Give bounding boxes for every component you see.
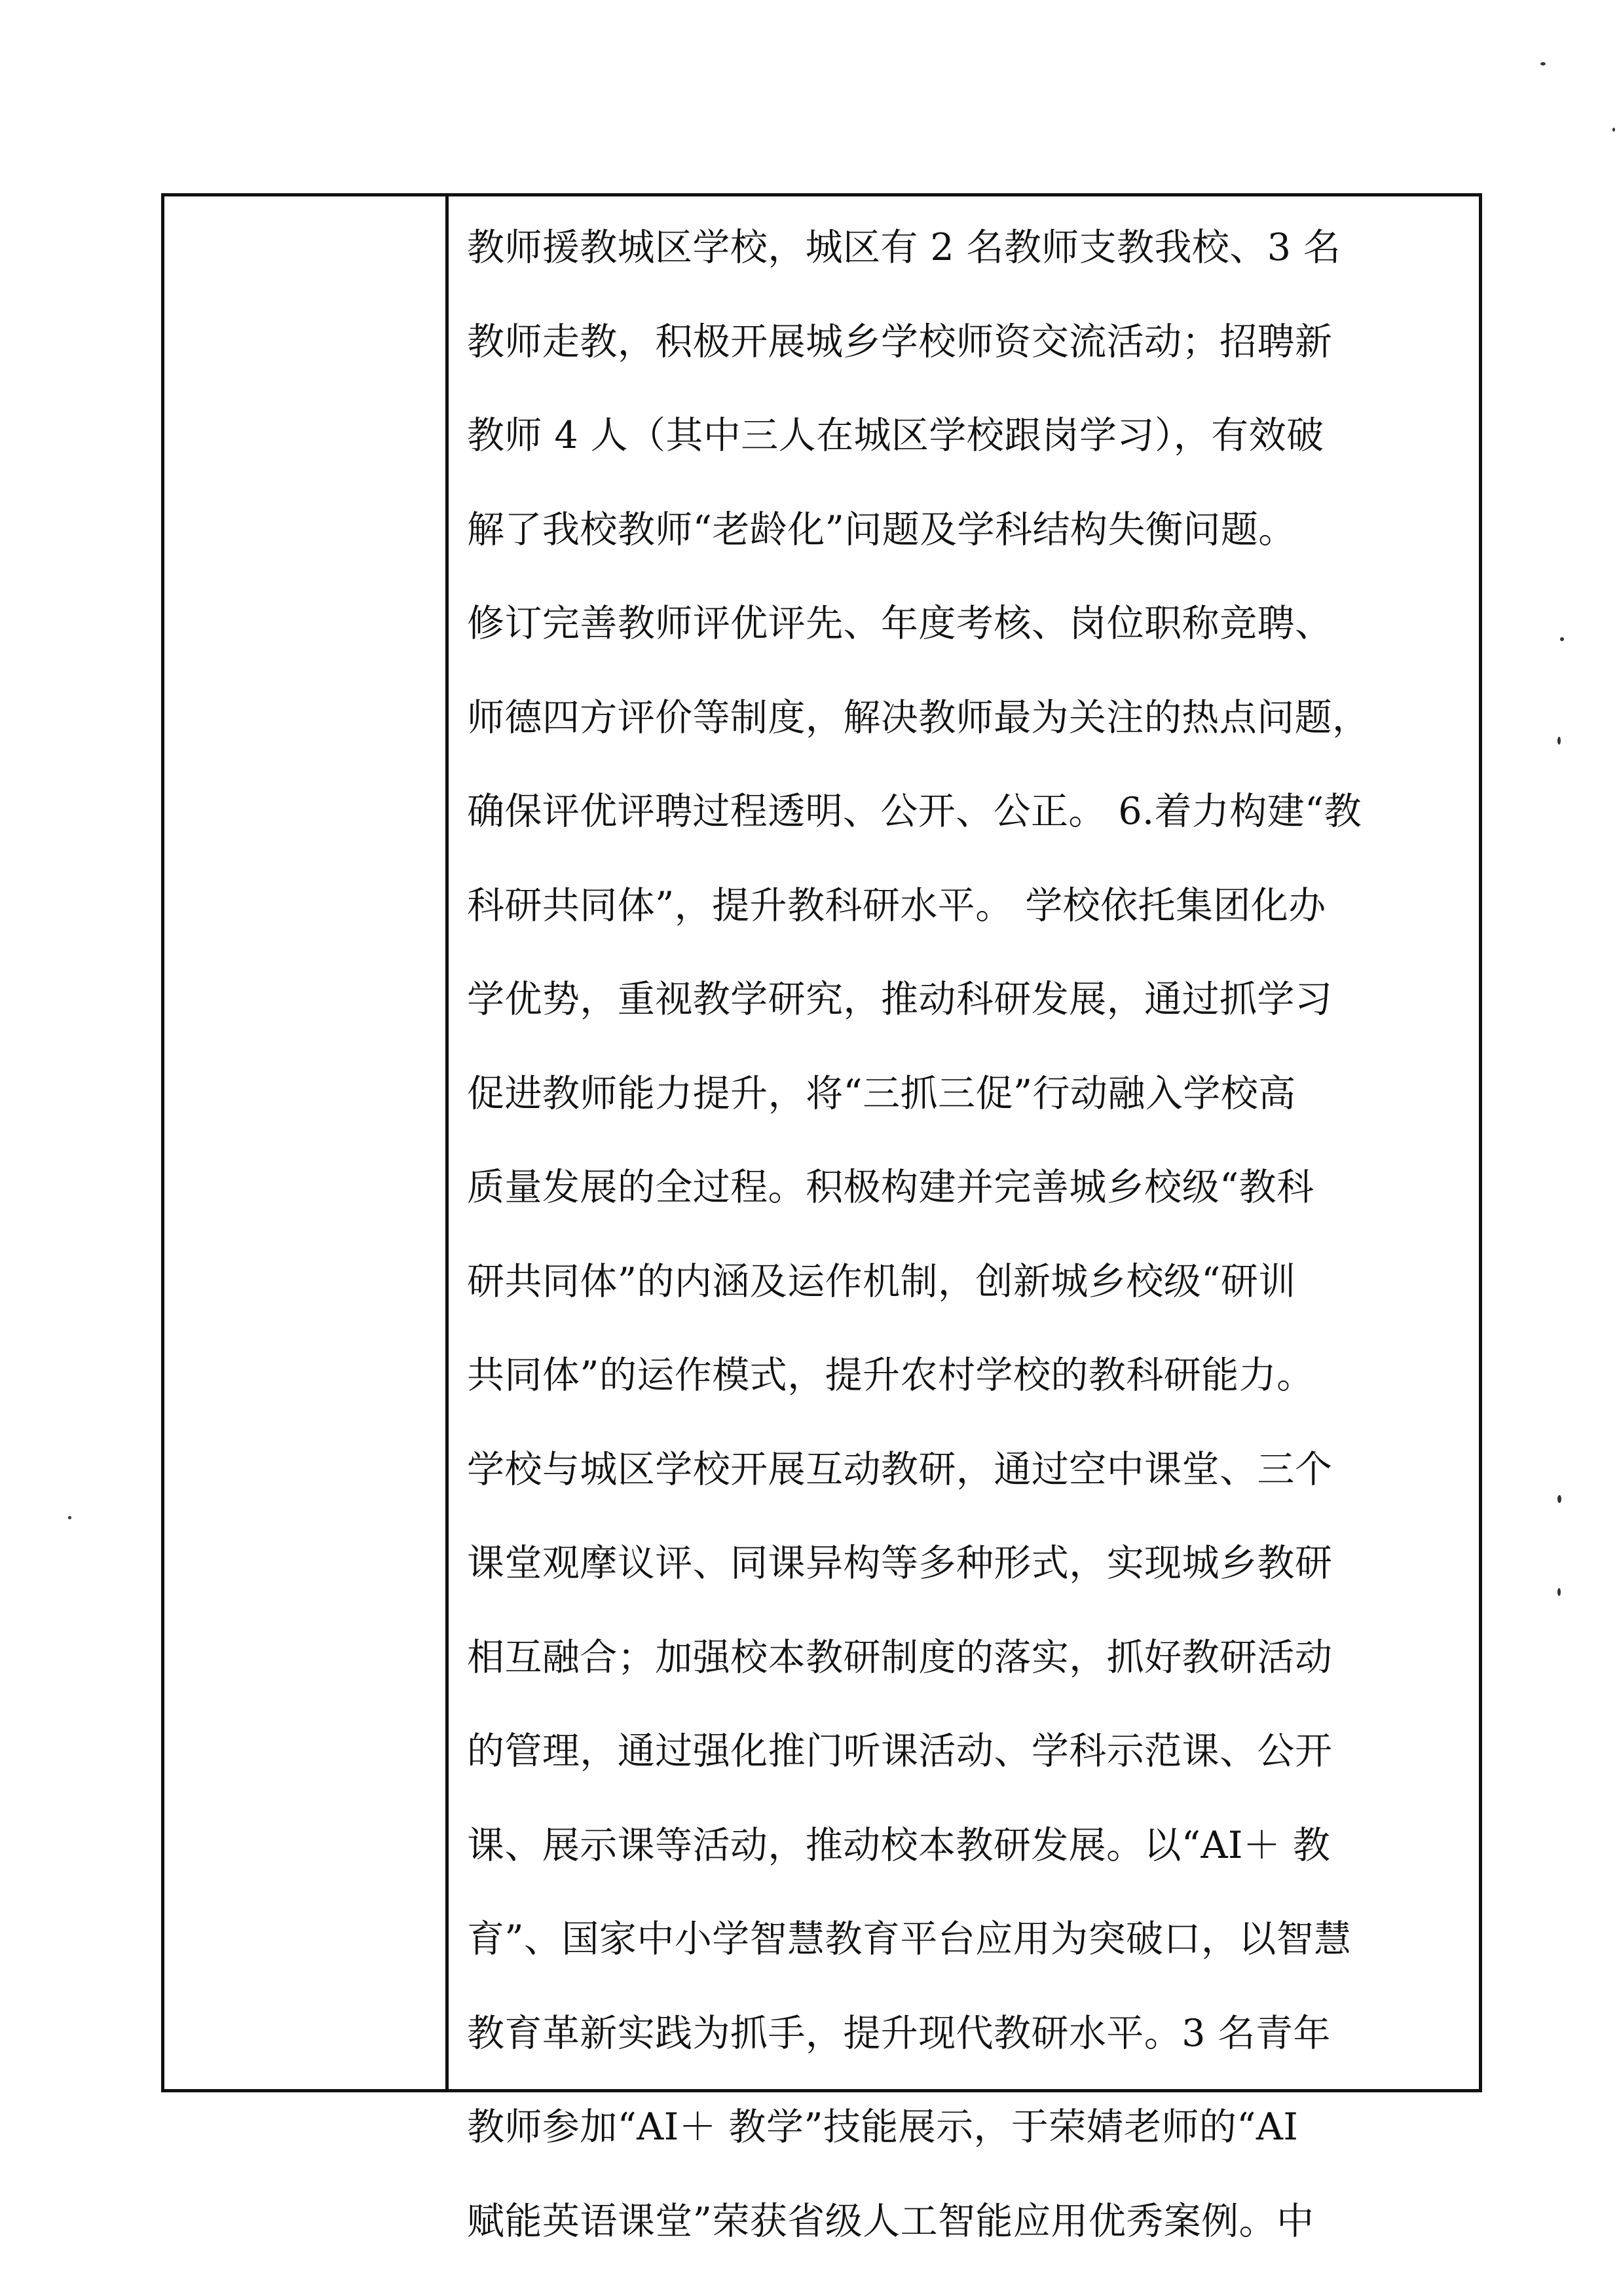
text-line: 研共同体”的内涵及运作机制，创新城乡校级“研训 xyxy=(467,1259,1296,1303)
text-line: 师德四方评价等制度，解决教师最为关注的热点问题， xyxy=(467,695,1370,739)
text-line: 共同体”的运作模式，提升农村学校的教科研能力。 xyxy=(467,1354,1314,1397)
text-line: 相互融合；加强校本教研制度的落实，抓好教研活动 xyxy=(467,1635,1333,1679)
text-line: 解了我校教师“老龄化”问题及学科结构失衡问题。 xyxy=(467,508,1296,551)
text-line: 教师援教城区学校，城区有 2 名教师支教我校、3 名 xyxy=(467,226,1341,269)
scan-speck xyxy=(1557,1588,1561,1596)
text-line: 确保评优评聘过程透明、公开、公正。 6.着力构建“教 xyxy=(467,790,1362,833)
scan-speck xyxy=(68,1516,71,1519)
table-content-cell xyxy=(449,196,1479,2243)
text-line: 赋能英语课堂”荣获省级人工智能应用优秀案例。中 xyxy=(467,2199,1314,2243)
text-line: 的管理，通过强化推门听课活动、学科示范课、公开 xyxy=(467,1730,1333,1773)
text-line: 教育革新实践为抓手，提升现代教研水平。3 名青年 xyxy=(467,2011,1331,2055)
text-line: 教师走教，积极开展城乡学校师资交流活动；招聘新 xyxy=(467,320,1333,363)
text-line: 教师 4 人（其中三人在城区学校跟岗学习），有效破 xyxy=(467,414,1324,457)
text-line: 育”、国家中小学智慧教育平台应用为突破口，以智慧 xyxy=(467,1917,1352,1961)
text-line: 课、展示课等活动，推动校本教研发展。以“AI＋ 教 xyxy=(467,1823,1331,1867)
text-line: 科研共同体”，提升教科研水平。 学校依托集团化办 xyxy=(467,883,1326,927)
scan-speck xyxy=(1612,128,1615,132)
table-left-cell xyxy=(164,196,449,2089)
text-line: 修订完善教师评优评先、年度考核、岗位职称竞聘、 xyxy=(467,602,1333,645)
scan-speck xyxy=(1557,737,1561,745)
scan-speck xyxy=(1540,62,1546,65)
text-line: 课堂观摩议评、同课异构等多种形式，实现城乡教研 xyxy=(467,1542,1333,1585)
scan-speck xyxy=(1557,1495,1561,1503)
paragraph-text xyxy=(467,221,1476,2289)
scan-speck xyxy=(1560,637,1564,641)
text-line: 学校与城区学校开展互动教研，通过空中课堂、三个 xyxy=(467,1447,1333,1491)
text-line: 质量发展的全过程。积极构建并完善城乡校级“教科 xyxy=(467,1166,1314,1209)
text-line: 促进教师能力提升，将“三抓三促”行动融入学校高 xyxy=(467,1071,1296,1115)
text-line: 学优势，重视教学研究，推动科研发展，通过抓学习 xyxy=(467,978,1333,1021)
text-line: 教师参加“AI＋ 教学”技能展示，于荣婧老师的“AI xyxy=(467,2105,1299,2149)
table-frame xyxy=(161,193,1482,2243)
